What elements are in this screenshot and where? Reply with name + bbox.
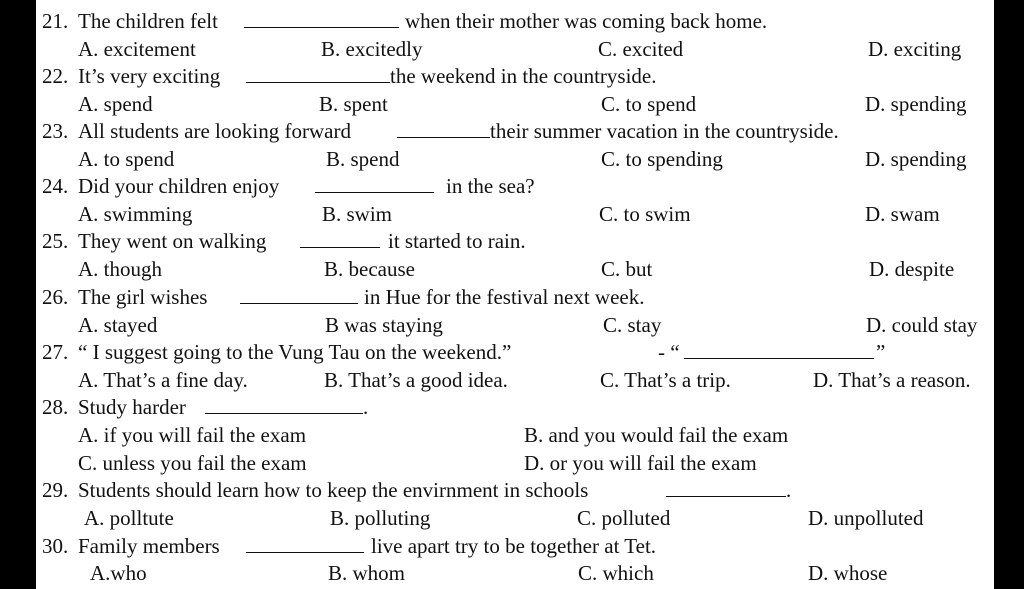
option-a[interactable]: A. though [78,257,162,281]
options-26 [36,312,994,339]
answer-blank[interactable] [300,228,380,255]
option-c[interactable]: C. polluted [577,506,671,530]
question-text: “ I suggest going to the Vung Tau on the weekend.” [78,340,512,364]
options-30 [36,560,994,587]
option-c[interactable]: C. unless you fail the exam [78,451,307,475]
question-number: 25. [42,229,69,253]
options-21 [36,36,994,63]
option-b[interactable]: B. swim [322,202,393,226]
option-d[interactable]: D. could stay [866,313,978,337]
option-b[interactable]: B. because [324,257,415,281]
question-text: . [363,395,369,419]
options-29 [36,505,994,532]
option-d[interactable]: D. or you will fail the exam [524,451,757,475]
option-a[interactable]: A. spend [78,92,153,116]
option-c[interactable]: C. which [578,561,654,585]
option-b[interactable]: B. spent [319,92,388,116]
option-b[interactable]: B. and you would fail the exam [524,423,789,447]
option-a[interactable]: A. if you will fail the exam [78,423,307,447]
question-24 [36,173,994,200]
answer-blank[interactable] [244,8,399,35]
question-26 [36,284,994,311]
option-b[interactable]: B. excitedly [321,37,423,61]
option-a[interactable]: A. swimming [78,202,193,226]
option-a[interactable]: A. polltute [84,506,174,530]
option-c[interactable]: C. to spending [601,147,723,171]
option-c[interactable]: C. excited [598,37,684,61]
options-28-row1 [36,422,994,449]
option-b[interactable]: B. spend [326,147,400,171]
option-a[interactable]: A. stayed [78,313,158,337]
question-text: in the sea? [446,174,535,198]
answer-blank[interactable] [246,63,390,90]
question-text: their summer vacation in the countryside. [490,119,839,143]
question-27 [36,339,994,366]
option-d[interactable]: D. swam [865,202,940,226]
option-c[interactable]: C. stay [603,313,662,337]
answer-blank[interactable] [205,394,363,421]
option-c[interactable]: C. to swim [599,202,691,226]
answer-blank[interactable] [666,477,786,504]
question-text: All students are looking forward [78,119,351,143]
question-number: 24. [42,174,69,198]
option-a[interactable]: A. That’s a fine day. [78,368,248,392]
question-number: 26. [42,285,69,309]
question-text: Did your children enjoy [78,174,280,198]
options-25 [36,256,994,283]
question-text: - “ [658,340,680,364]
option-b[interactable]: B. That’s a good idea. [324,368,508,392]
question-text: The girl wishes [78,285,208,309]
question-text: It’s very exciting [78,64,221,88]
option-d[interactable]: D. despite [869,257,955,281]
question-text: the weekend in the countryside. [390,64,657,88]
options-28-row2 [36,450,994,477]
answer-blank[interactable] [684,339,874,366]
option-c[interactable]: C. but [601,257,653,281]
question-number: 30. [42,534,69,558]
question-text: Study harder [78,395,186,419]
option-b[interactable]: B. polluting [330,506,431,530]
question-text: Students should learn how to keep the envirnment in schools [78,478,589,502]
question-text: live apart try to be together at Tet. [371,534,657,558]
question-text: The children felt [78,9,218,33]
option-b[interactable]: B was staying [325,313,443,337]
answer-blank[interactable] [246,533,364,560]
options-23 [36,146,994,173]
option-c[interactable]: C. to spend [601,92,697,116]
option-a[interactable]: A. to spend [78,147,175,171]
options-22 [36,91,994,118]
option-d[interactable]: D. That’s a reason. [813,368,971,392]
question-number: 21. [42,9,69,33]
question-text: They went on walking [78,229,267,253]
option-a[interactable]: A.who [90,561,147,585]
option-d[interactable]: D. unpolluted [808,506,924,530]
option-a[interactable]: A. excitement [78,37,196,61]
option-d[interactable]: D. spending [865,92,967,116]
question-number: 27. [42,340,69,364]
exercise-sheet [36,0,994,589]
option-d[interactable]: D. exciting [868,37,962,61]
question-28 [36,394,994,421]
question-22 [36,63,994,90]
question-23 [36,118,994,145]
question-30 [36,533,994,560]
question-text: it started to rain. [388,229,526,253]
options-27 [36,367,994,394]
question-number: 23. [42,119,69,143]
options-24 [36,201,994,228]
question-21 [36,8,994,35]
question-number: 28. [42,395,69,419]
question-text: ” [876,340,886,364]
option-c[interactable]: C. That’s a trip. [600,368,731,392]
answer-blank[interactable] [315,173,434,200]
question-text: . [786,478,792,502]
question-text: when their mother was coming back home. [405,9,768,33]
question-25 [36,228,994,255]
answer-blank[interactable] [240,284,358,311]
answer-blank[interactable] [397,118,490,145]
option-d[interactable]: D. whose [808,561,888,585]
question-29 [36,477,994,504]
option-d[interactable]: D. spending [865,147,967,171]
question-number: 22. [42,64,69,88]
question-text: Family members [78,534,220,558]
option-b[interactable]: B. whom [328,561,406,585]
question-text: in Hue for the festival next week. [364,285,645,309]
question-number: 29. [42,478,69,502]
